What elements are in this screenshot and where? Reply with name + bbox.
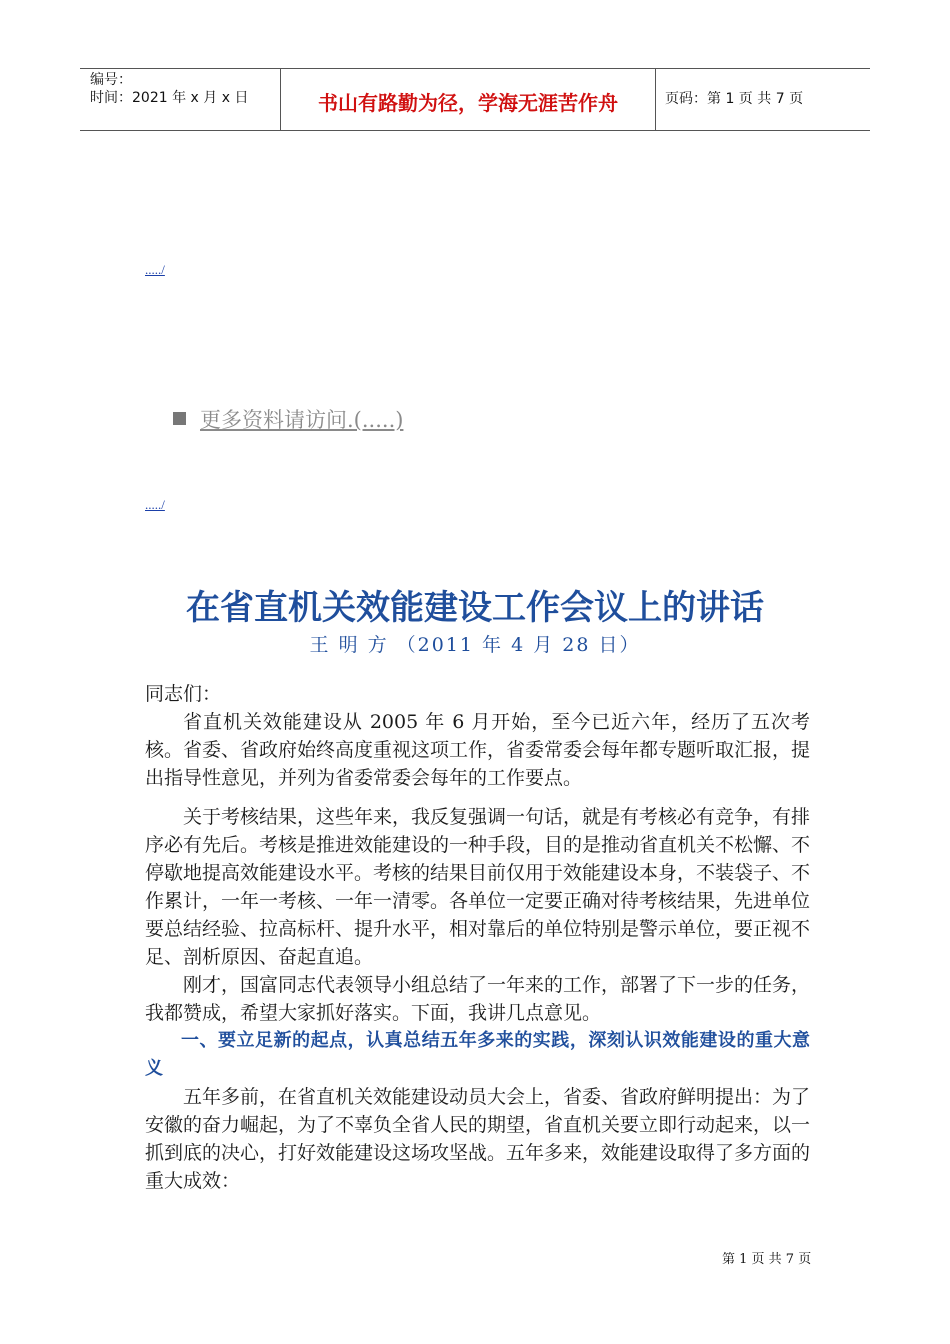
- body-text: [145, 680, 810, 792]
- date-label: 时间：2021 年 x 月 x 日: [90, 90, 249, 106]
- top-link[interactable]: ...../: [145, 262, 165, 277]
- paragraph: 刚才，国富同志代表领导小组总结了一年来的工作，部署了下一步的任务，我都赞成，希望大家抓好落实。下面，我讲几点意见。: [145, 974, 811, 1024]
- header-motto-cell: [280, 69, 656, 130]
- page-footer: 第 1 页 共 7 页: [722, 1252, 812, 1267]
- section-heading: 一、要立足新的起点，认真总结五年多来的实践，深刻认识效能建设的重大意义: [145, 1030, 810, 1079]
- header-page-cell: [655, 69, 870, 130]
- author-line: 王 明 方 （2011 年 4 月 28 日）: [309, 634, 641, 656]
- number-label: 编号：: [90, 72, 132, 88]
- paragraph: 关于考核结果，这些年来，我反复强调一句话，就是有考核必有竞争，有排序必有先后。考核是推进效能建设的一种手段，目的是推动省直机关不松懈、不停歇地提高效能建设水平。考核的结果目前仅用于效能建设本身，不装袋子、不作累计，一年一考核、一年一清零。各单位一定要正确对待考核结果，先进单位要总结经验、拉高标杆、提升水平，相对靠后的单位特别是警示单位，要正视不足、剖析原因、奋起直追。: [145, 806, 811, 968]
- header-table: [80, 68, 870, 131]
- motto: 书山有路勤为径，学海无涯苦作舟: [318, 91, 618, 115]
- paragraph: 五年多前，在省直机关效能建设动员大会上，省委、省政府鲜明提出：为了安徽的奋力崛起，为了不辜负全省人民的期望，省直机关要立即行动起来，以一抓到底的决心，打好效能建设这场攻坚战。五年多来，效能建设取得了多方面的重大成效：: [145, 1086, 811, 1192]
- page-label: 页码：第 1 页 共 7 页: [665, 91, 804, 107]
- bottom-link[interactable]: ...../: [145, 497, 165, 512]
- salutation: 同志们：: [145, 683, 222, 705]
- body-text: [145, 803, 810, 1195]
- more-info-line: [173, 404, 403, 434]
- page-title: 在省直机关效能建设工作会议上的讲话: [186, 588, 764, 628]
- more-info-link[interactable]: 更多资料请访问.(.....): [200, 408, 404, 432]
- header-meta-cell: [80, 69, 280, 130]
- paragraph: 省直机关效能建设从 2005 年 6 月开始，至今已近六年，经历了五次考核。省委、省政府始终高度重视这项工作，省委常委会每年都专题听取汇报，提出指导性意见，并列为省委常委会每年的工作要点。: [145, 711, 811, 789]
- square-bullet-icon: [173, 412, 186, 425]
